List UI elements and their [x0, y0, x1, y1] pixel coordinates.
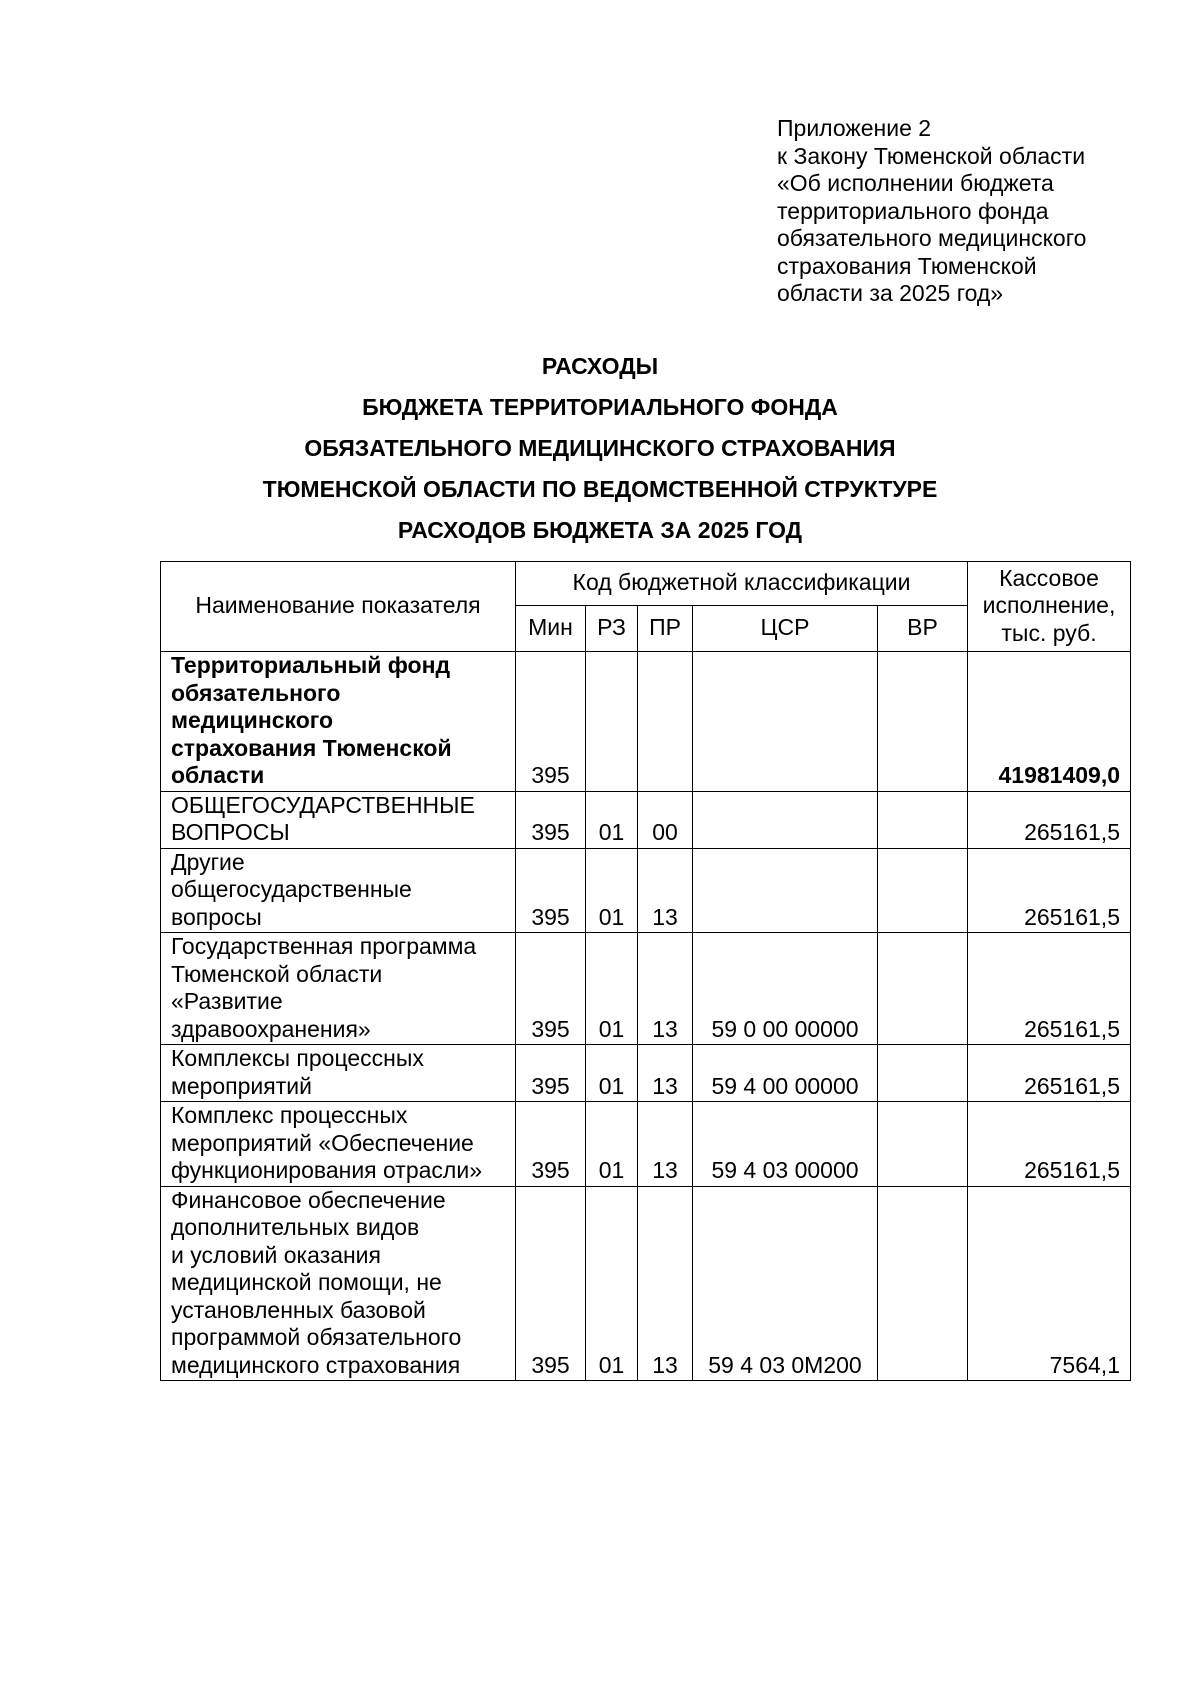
row-name	[161, 791, 516, 848]
row-name-line: Тюменской области	[171, 960, 383, 987]
row-vr	[878, 1186, 968, 1381]
row-rz: 01	[586, 1045, 638, 1102]
row-name-line: ОБЩЕГОСУДАРСТВЕННЫЕ	[171, 791, 475, 818]
row-rz: 01	[586, 848, 638, 933]
appendix-line: «Об исполнении бюджета	[777, 170, 1054, 196]
row-csr: 59 4 03 00000	[693, 1102, 878, 1187]
row-min: 395	[516, 652, 586, 792]
header-min: Мин	[516, 606, 586, 652]
row-name-line: Государственная программа	[171, 933, 477, 959]
row-min: 395	[516, 848, 586, 933]
header-vr: ВР	[878, 606, 968, 652]
table-row	[161, 652, 1131, 792]
table-row	[161, 1186, 1131, 1381]
row-pr	[638, 652, 693, 792]
row-name-line: медицинской помощи, не	[171, 1269, 442, 1295]
row-vr	[878, 1102, 968, 1187]
header-amount	[968, 562, 1131, 652]
expenditure-table	[160, 561, 1131, 1381]
document-title	[0, 346, 1200, 551]
row-csr	[693, 848, 878, 933]
row-pr: 13	[638, 1045, 693, 1102]
appendix-line: обязательного медицинского	[777, 225, 1087, 251]
row-min: 395	[516, 933, 586, 1045]
row-pr: 13	[638, 1186, 693, 1381]
row-amount: 265161,5	[968, 791, 1131, 848]
header-amount-line: исполнение,	[982, 592, 1116, 619]
title-line: ОБЯЗАТЕЛЬНОГО МЕДИЦИНСКОГО СТРАХОВАНИЯ	[304, 435, 896, 461]
row-name-line: дополнительных видов	[171, 1214, 420, 1240]
header-amount-line: Кассовое	[999, 564, 1099, 591]
appendix-line: территориального фонда	[777, 197, 1049, 224]
row-min: 395	[516, 791, 586, 848]
row-rz: 01	[586, 933, 638, 1045]
row-csr	[693, 652, 878, 792]
row-name-line: и условий оказания	[171, 1241, 381, 1268]
row-name-line: Комплексы процессных	[171, 1045, 424, 1071]
row-name-line: функционирования отрасли»	[171, 1157, 482, 1183]
row-name-line: области	[171, 762, 265, 788]
row-name-line: обязательного	[171, 679, 341, 706]
row-pr: 13	[638, 1102, 693, 1187]
appendix-line: Приложение 2	[777, 115, 932, 141]
row-csr: 59 4 03 0М200	[693, 1186, 878, 1381]
appendix-line: к Закону Тюменской области	[777, 142, 1086, 169]
row-name-line: программой обязательного	[171, 1324, 462, 1350]
row-csr: 59 4 00 00000	[693, 1045, 878, 1102]
row-name	[161, 933, 516, 1045]
row-name	[161, 848, 516, 933]
table-row	[161, 791, 1131, 848]
row-name-line: мероприятий	[171, 1072, 312, 1099]
row-name-line: Финансовое обеспечение	[171, 1186, 446, 1213]
row-vr	[878, 848, 968, 933]
row-rz: 01	[586, 791, 638, 848]
row-amount: 265161,5	[968, 848, 1131, 933]
header-csr: ЦСР	[693, 606, 878, 652]
row-vr	[878, 1045, 968, 1102]
row-rz: 01	[586, 1102, 638, 1187]
title-line: РАСХОДЫ	[541, 353, 659, 379]
row-name	[161, 1102, 516, 1187]
row-name-line: медицинского	[171, 707, 334, 733]
row-csr: 59 0 00 00000	[693, 933, 878, 1045]
row-name-line: здравоохранения»	[171, 1015, 371, 1042]
row-amount: 265161,5	[968, 933, 1131, 1045]
row-name-line: мероприятий «Обеспечение	[171, 1129, 474, 1156]
row-rz	[586, 652, 638, 792]
row-name-line: Комплекс процессных	[171, 1102, 408, 1128]
table-row	[161, 1102, 1131, 1187]
row-vr	[878, 791, 968, 848]
row-name-line: медицинского страхования	[171, 1351, 461, 1378]
row-min: 395	[516, 1102, 586, 1187]
row-name-line: вопросы	[171, 903, 262, 930]
table-row	[161, 1045, 1131, 1102]
table-header-row	[161, 562, 1131, 606]
appendix-note	[777, 115, 1177, 308]
row-pr: 13	[638, 933, 693, 1045]
row-name-line: Другие	[171, 848, 245, 875]
row-min: 395	[516, 1186, 586, 1381]
row-min: 395	[516, 1045, 586, 1102]
row-name-line: общегосударственные	[171, 876, 412, 902]
header-amount-line: тыс. руб.	[1001, 619, 1097, 646]
row-name-line: страхования Тюменской	[171, 734, 452, 761]
row-amount: 265161,5	[968, 1102, 1131, 1187]
row-name	[161, 1186, 516, 1381]
appendix-line: страхования Тюменской	[777, 252, 1037, 279]
appendix-line: области за 2025 год»	[777, 280, 1004, 306]
title-line: ТЮМЕНСКОЙ ОБЛАСТИ ПО ВЕДОМСТВЕННОЙ СТРУКТУРЕ	[262, 476, 938, 502]
header-code-group: Код бюджетной классификации	[516, 562, 968, 606]
table-row	[161, 933, 1131, 1045]
header-rz: РЗ	[586, 606, 638, 652]
row-name	[161, 1045, 516, 1102]
row-vr	[878, 652, 968, 792]
table-row	[161, 848, 1131, 933]
row-name-line: установленных базовой	[171, 1296, 426, 1323]
row-amount: 265161,5	[968, 1045, 1131, 1102]
header-name: Наименование показателя	[161, 562, 516, 652]
title-line: РАСХОДОВ БЮДЖЕТА ЗА 2025 ГОД	[397, 517, 803, 543]
row-vr	[878, 933, 968, 1045]
row-pr: 00	[638, 791, 693, 848]
row-name-line: Территориальный фонд	[171, 652, 451, 678]
row-name-line: ВОПРОСЫ	[171, 819, 290, 845]
row-rz: 01	[586, 1186, 638, 1381]
row-name-line: «Развитие	[171, 988, 283, 1014]
row-amount: 7564,1	[968, 1186, 1131, 1381]
row-amount: 41981409,0	[968, 652, 1131, 792]
title-line: БЮДЖЕТА ТЕРРИТОРИАЛЬНОГО ФОНДА	[362, 394, 838, 420]
row-csr	[693, 791, 878, 848]
row-pr: 13	[638, 848, 693, 933]
row-name	[161, 652, 516, 792]
header-pr: ПР	[638, 606, 693, 652]
